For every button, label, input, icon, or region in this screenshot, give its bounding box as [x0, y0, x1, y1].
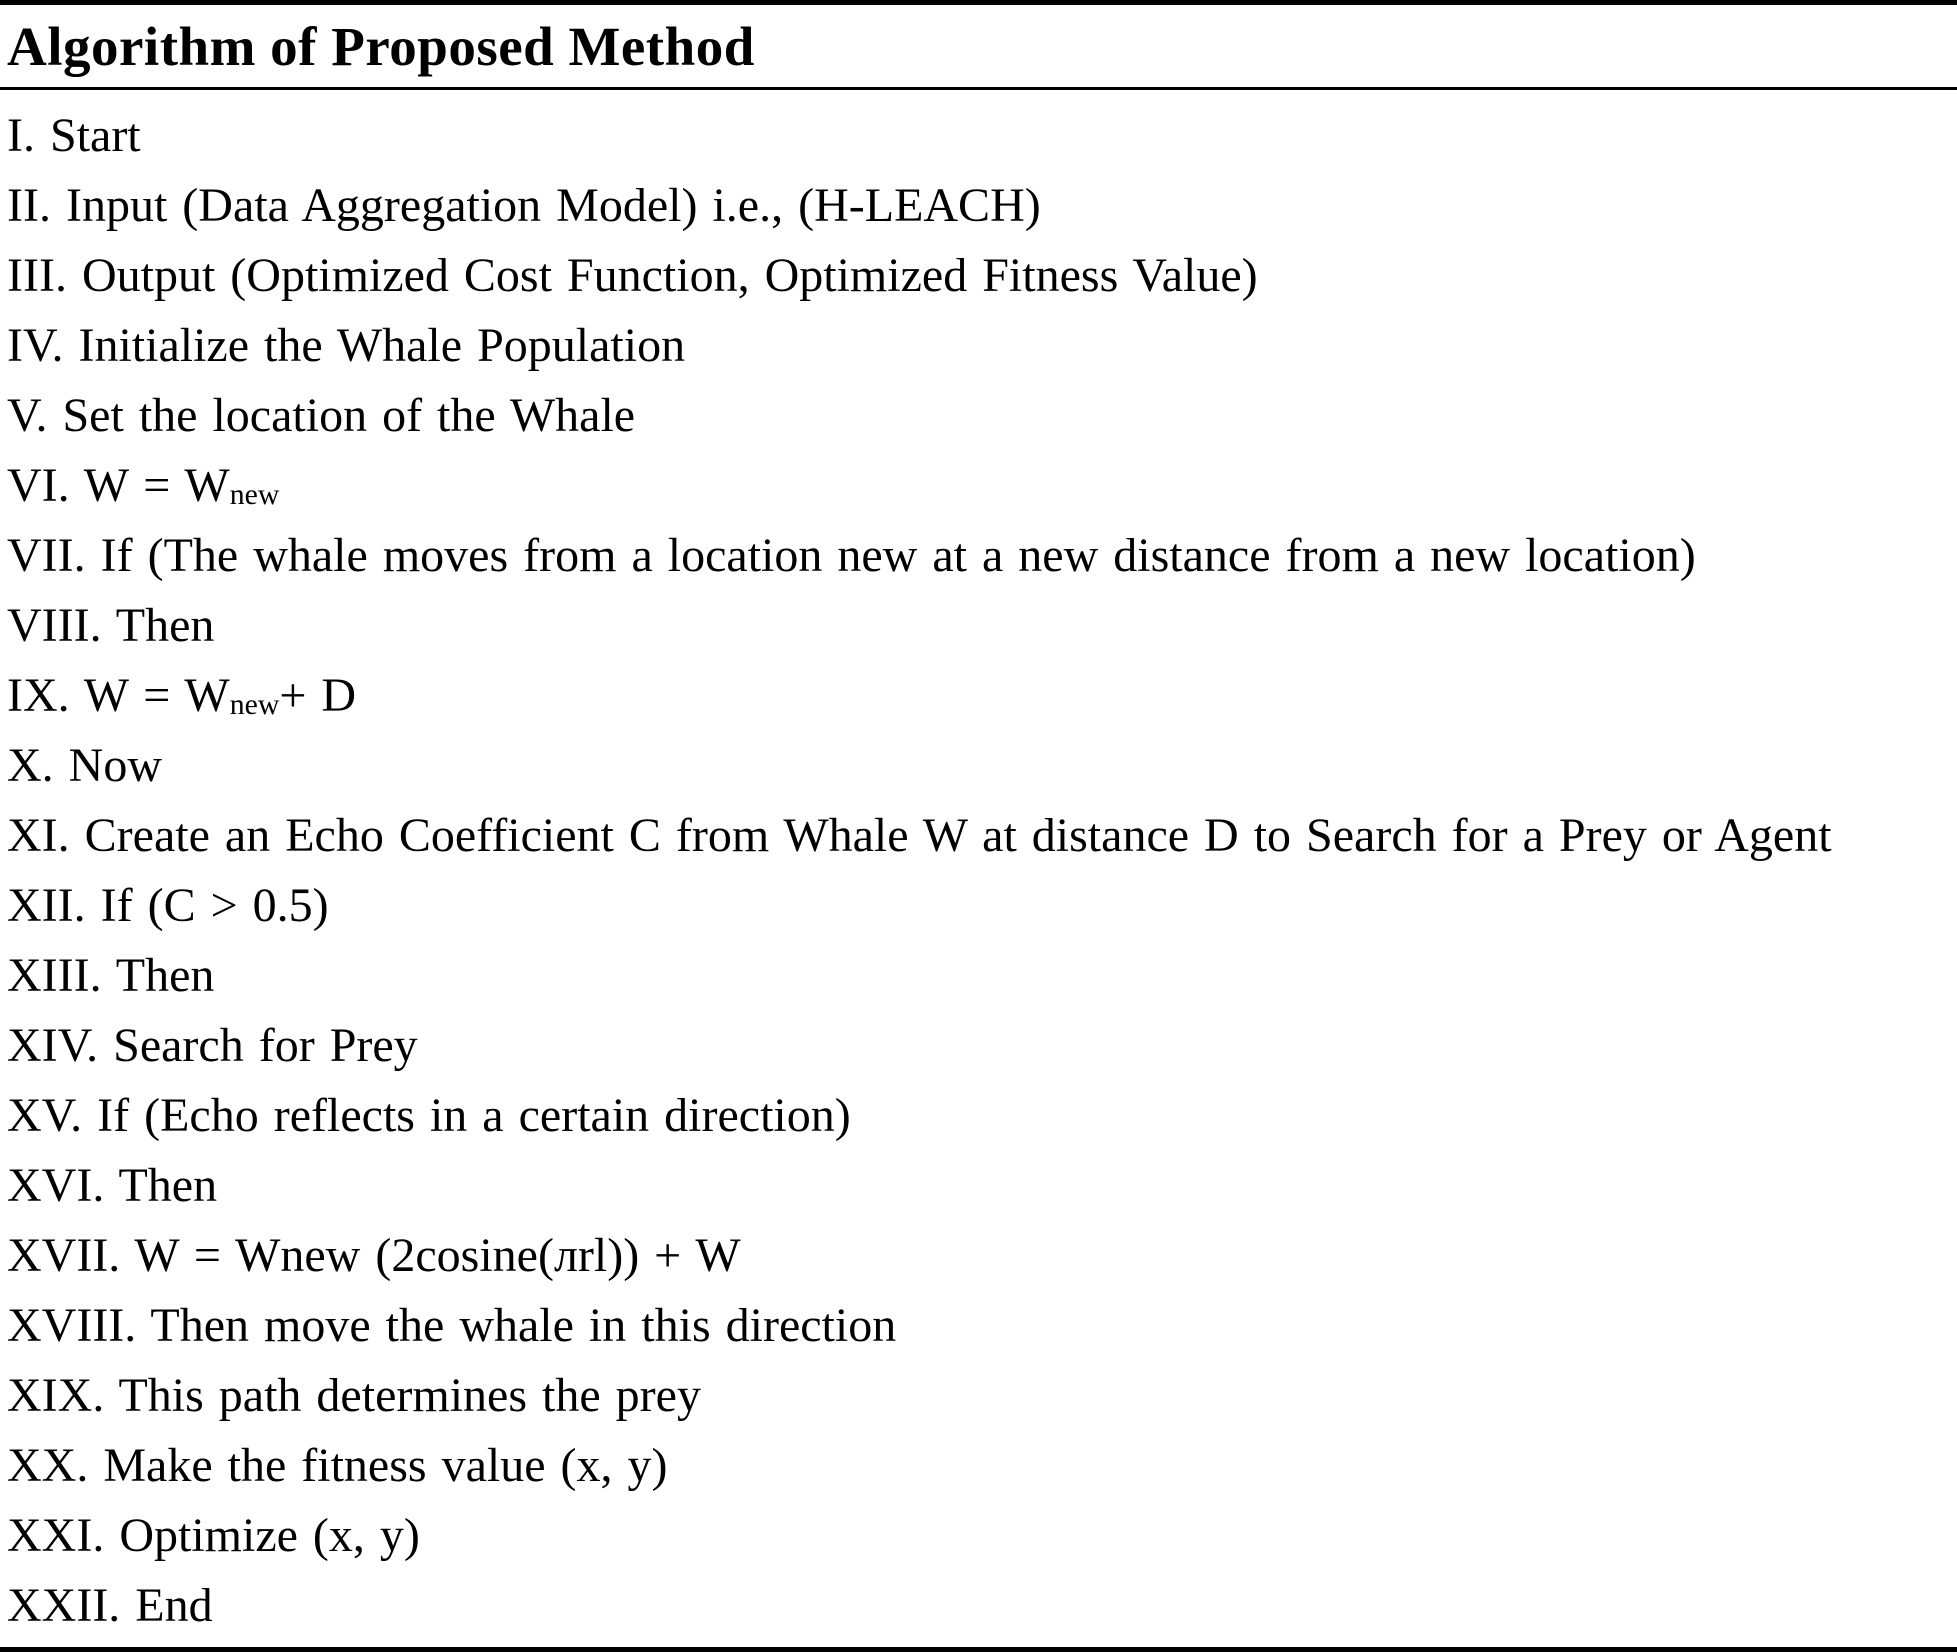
step-text: III. Output (Optimized Cost Function, Optimized Fitness Value): [7, 248, 1258, 302]
bottom-rule: [0, 1647, 1957, 1652]
subscript-text: new: [229, 477, 280, 511]
step-text: XV. If (Echo reflects in a certain direction): [7, 1088, 851, 1142]
algorithm-step: [7, 380, 1957, 450]
step-text: IX. W = W: [7, 668, 230, 722]
step-text: XII. If (C > 0.5): [7, 878, 329, 932]
algorithm-step: [7, 1150, 1957, 1220]
algorithm-steps: [0, 90, 1957, 1640]
step-text: XVI. Then: [7, 1158, 218, 1212]
step-text: VI. W = W: [7, 458, 230, 512]
algorithm-step: [7, 1220, 1957, 1290]
table-title: Algorithm of Proposed Method: [7, 15, 755, 77]
subscript-text: new: [229, 687, 280, 721]
step-text: X. Now: [7, 738, 162, 792]
algorithm-step: [7, 1360, 1957, 1430]
step-text: XIV. Search for Prey: [7, 1018, 418, 1072]
step-text: XIII. Then: [7, 948, 215, 1002]
algorithm-step: [7, 1430, 1957, 1500]
algorithm-step: [7, 940, 1957, 1010]
step-text: VII. If (The whale moves from a location new at a new distance from a new location): [7, 528, 1696, 582]
algorithm-step: [7, 170, 1957, 240]
step-text: + D: [279, 668, 357, 722]
step-text: XVIII. Then move the whale in this direction: [7, 1298, 897, 1352]
algorithm-step: [7, 660, 1957, 730]
algorithm-step: [7, 240, 1957, 310]
step-text: IV. Initialize the Whale Population: [7, 318, 686, 372]
step-text: XIX. This path determines the prey: [7, 1368, 701, 1422]
algorithm-step: [7, 870, 1957, 940]
algorithm-step: [7, 730, 1957, 800]
step-text: XXI. Optimize (x, y): [7, 1508, 420, 1562]
table-header: [0, 5, 1957, 87]
step-text: V. Set the location of the Whale: [7, 388, 636, 442]
algorithm-step: [7, 590, 1957, 660]
step-text: VIII. Then: [7, 598, 215, 652]
algorithm-step: [7, 520, 1957, 590]
step-text: I. Start: [7, 108, 141, 162]
step-text: XXII. End: [7, 1578, 213, 1632]
step-text: XX. Make the fitness value (x, y): [7, 1438, 668, 1492]
algorithm-step: [7, 310, 1957, 380]
algorithm-step: [7, 100, 1957, 170]
algorithm-step: [7, 1010, 1957, 1080]
algorithm-step: [7, 1570, 1957, 1640]
algorithm-step: [7, 1500, 1957, 1570]
step-text: XVII. W = Wnew (2cosine(лrl)) + W: [7, 1228, 741, 1282]
algorithm-step: [7, 1080, 1957, 1150]
step-text: XI. Create an Echo Coefficient C from Whale W at distance D to Search for a Prey or Agent: [7, 808, 1832, 862]
algorithm-step: [7, 800, 1957, 870]
step-text: II. Input (Data Aggregation Model) i.e., (H-LEACH): [7, 178, 1041, 232]
algorithm-step: [7, 450, 1957, 520]
algorithm-step: [7, 1290, 1957, 1360]
